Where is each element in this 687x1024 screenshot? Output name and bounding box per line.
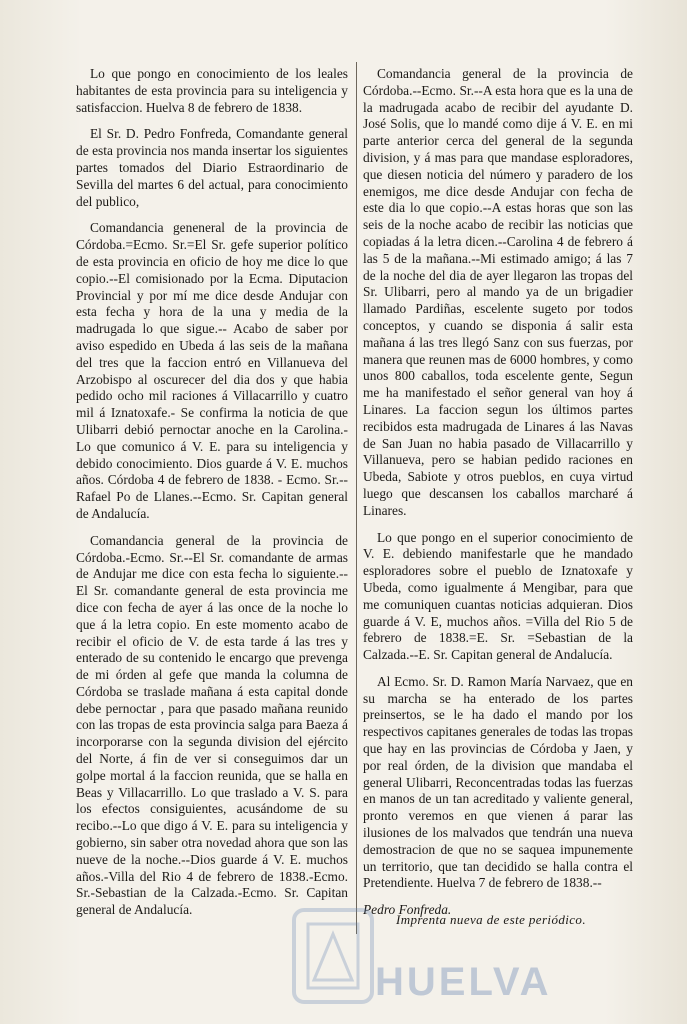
right-column (363, 66, 633, 929)
left-column (76, 66, 348, 929)
paragraph-dispatch-3: Comandancia general de la provincia de Córdoba.--Ecmo. Sr.--A esta hora que es la una de la madrugada acabo de recibir del ayudante D. José Solis, que lo mandé como dije á V. E. en mi parte anterior cerca del general de la segunda division, y á mas para que mandase esploradores, que diesen noticia del número y paradero de los enemigos, me dice desde Andujar con fecha de este dia lo que copio.--A estas horas que son las seis de la noche acabo de recibir las noticias que copiadas á la letra dicen.--Carolina 4 de febrero á las 5 de la mañana.--Mi estimado amigo; á las 7 de la noche del dia de ayer llegaron las tropas del Sr. Ulibarri, pero al mando ya de un brigadier llamado Pardiñas, escelente sugeto por todos conceptos, y cuando se disponia á salir esta mañana á las tres llegó Sanz con sus fuerzas, por manera que reunen mas de 6000 hombres, y como unos 800 caballos, toda escelente gente, Segun me ha manifestado el señor general van hoy á Linares. La faccion segun los últimos partes recibidos esta madrugada de Linares á las Navas de San Juan no habia pasado de Villacarrillo y Villanueva, pero se habian pedido raciones en Ubeda, Sabiote y otros pueblos, en cuya virtud luego que descansen los caballos marcharé á Linares. (363, 66, 633, 518)
paragraph-intro: Lo que pongo en conocimiento de los leales habitantes de esta provincia para su inteligencia y satisfaccion. Huelva 8 de febrero de 1838. (76, 66, 348, 115)
paragraph-dispatch-2: Comandancia general de la provincia de Córdoba.-Ecmo. Sr.--El Sr. comandante de armas de Andujar me dice con esta fecha lo siguiente.--El Sr. comandante general de esta provincia me dice con fecha de ayer á las once de la noche lo que á la letra copio. En este momento acabo de recibir el oficio de V. de esta tarde á las tres y enterado de su contenido le encargo que prevenga de mi órden al gefe que manda la columna de Córdoba se traslade mañana á esta capital donde debe pernoctar , para que pasado mañana reunido con las tropas de esta provincia salga para Baeza á incorporarse con la segunda division del ejército del Norte, á fin de ver si conseguimos dar un golpe mortal á la faccion reunida, que se halla en Beas y Villacarrillo. Lo que traslado a V. S. para los efectos consiguientes, acusándome de su recibo.--Lo que digo á V. E. para su inteligencia y gobierno, sin saber otra novedad ahora que son las nueve de la noche.--Dios guarde á V. E. muchos años.-Villa del Rio 4 de febrero de 1838.-Ecmo. Sr.-Sebastian de la Calzada.-Ecmo. Sr. Capitan general de Andalucía. (76, 532, 348, 918)
paragraph-dispatch-1: Comandancia geneneral de la provincia de Córdoba.=Ecmo. Sr.=El Sr. gefe superior político de esta provincia en oficio de hoy me dice lo que copio.--El comisionado por la Ecma. Diputacion Provincial y por mí me dice desde Andujar con esta fecha y hora de la una y media de la madrugada lo que sigue.-- Acabo de saber por aviso espedido en Ubeda á las seis de la mañana del tres que la faccion entró en Villanueva del Arzobispo al oscurecer del dia dos y que habia pedido ocho mil raciones á Villacarrillo y cuatro mil á Iznatoxafe.- Se confirma la noticia de que Ulibarri debió pernoctar anoche en la Carolina.- Lo que comunico á V. E. para su inteligencia y debido conocimiento. Dios guarde á V. E. muchos años. Córdoba 4 de febrero de 1838. - Ecmo. Sr.--Rafael Po de Llanes.--Ecmo. Sr. Capitan general de Andalucía. (76, 220, 348, 521)
watermark-text: HUELVA (375, 960, 552, 1004)
paragraph-fonfreda: El Sr. D. Pedro Fonfreda, Comandante general de esta provincia nos manda insertar los siguientes partes tomados del Diario Estraordinario de Sevilla del martes 6 del actual, para conocimiento del publico, (76, 126, 348, 209)
paragraph-report: Lo que pongo en el superior conocimiento de V. E. debiendo manifestarle que he mandado esploradores sobre el pueblo de Iznatoxafe y Ubeda, como igualmente á Mengibar, para que me comuniquen cuantas noticias adquieran. Dios guarde á V. E, muchos años. =Villa del Rio 5 de febrero de 1838.=E. Sr. =Sebastian de la Calzada.--E. Sr. Capitan general de Andalucía. (363, 529, 633, 663)
column-divider (356, 62, 357, 934)
printer-imprint: Imprenta nueva de este periódico. (396, 912, 586, 927)
paragraph-narvaez: Al Ecmo. Sr. D. Ramon María Narvaez, que en su marcha se ha enterado de los partes preinsertos, se le ha dado el mando por los respectivos capitanes generales de todas las tropas que hay en las provincias de Córdoba y Jaen, y por real órden, de la division que mandaba el general Ulibarri, Reconcentradas todas las fuerzas en manos de un tan acreditado y valiente general, pronto veremos en que vienen á parar las ilusiones de los malvados que tendrán una nueva demostracion de que no se saquea impunemente un territorio, que tan decidido se halla contra el Pretendiente. Huelva 7 de febrero de 1838.-- (363, 673, 633, 891)
signature: Pedro Fonfreda. (363, 902, 452, 918)
